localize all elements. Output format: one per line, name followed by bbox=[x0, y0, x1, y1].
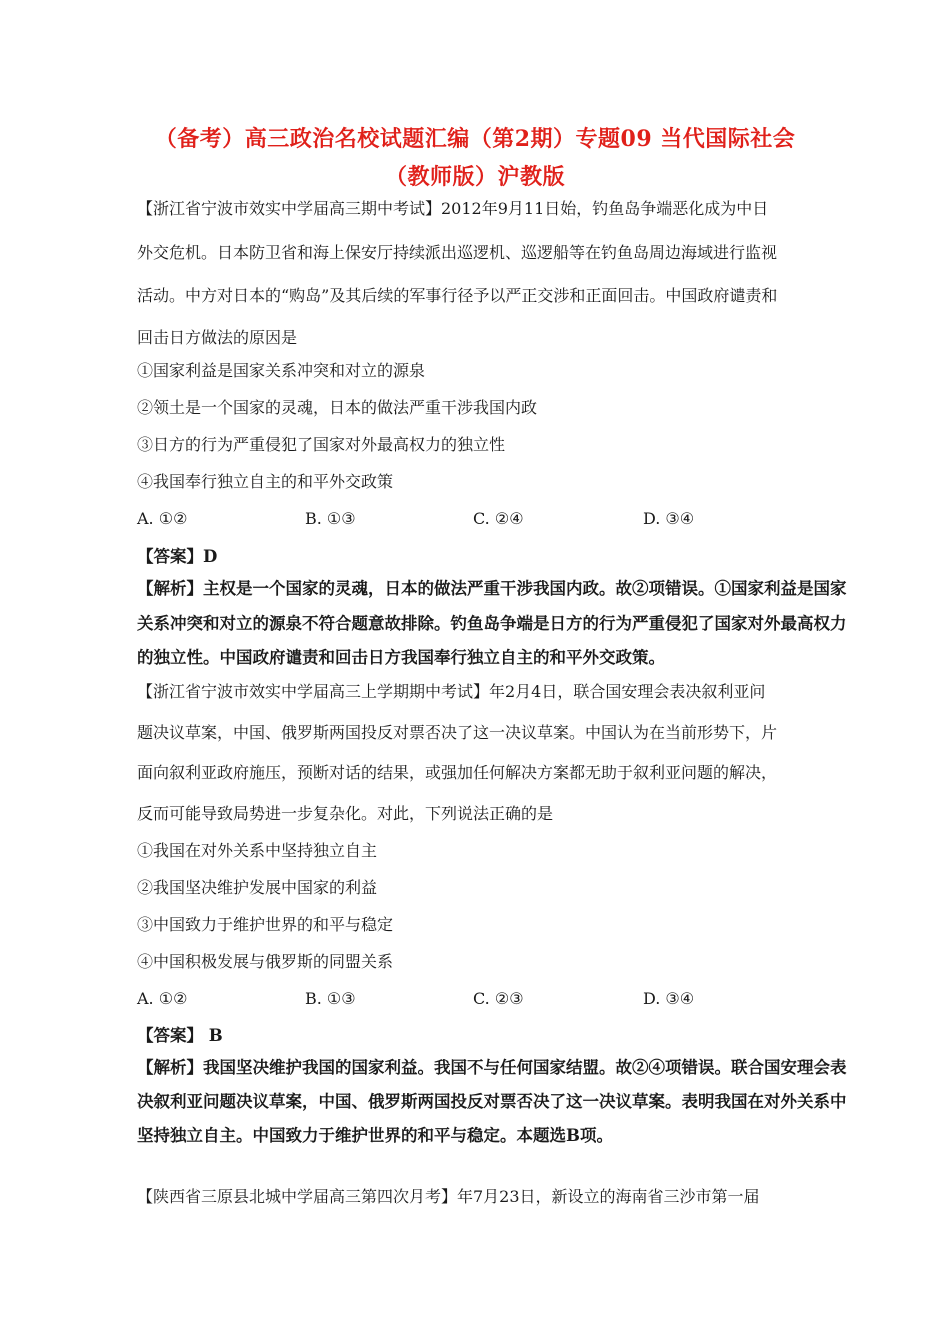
option-d: D. ③④ bbox=[643, 509, 695, 528]
statement-item: ②领土是一个国家的灵魂，日本的做法严重干涉我国内政 bbox=[137, 398, 538, 417]
document-title-line1: （备考）高三政治名校试题汇编（第2期）专题09 当代国际社会 bbox=[154, 126, 796, 152]
question-stem-line: 【浙江省宁波市效实中学届高三上学期期中考试】年2月4日，联合国安理会表决叙利亚问 bbox=[137, 682, 766, 701]
analysis-line: 【解析】我国坚决维护我国的国家利益。我国不与任何国家结盟。故②④项错误。联合国安理会表 bbox=[137, 1058, 847, 1077]
statement-item: ②我国坚决维护发展中国家的利益 bbox=[137, 878, 378, 897]
option-b: B. ①③ bbox=[305, 509, 356, 528]
question-stem-line: 题决议草案，中国、俄罗斯两国投反对票否决了这一决议草案。中国认为在当前形势下，片 bbox=[137, 723, 778, 742]
analysis-line: 的独立性。中国政府谴责和回击日方我国奉行独立自主的和平外交政策。 bbox=[137, 648, 665, 667]
option-b: B. ①③ bbox=[305, 989, 356, 1008]
question-stem-line: 面向叙利亚政府施压，预断对话的结果，或强加任何解决方案都无助于叙利亚问题的解决， bbox=[137, 763, 778, 782]
analysis-line: 关系冲突和对立的源泉不符合题意故排除。钓鱼岛争端是日方的行为严重侵犯了国家对外最高权力 bbox=[137, 614, 847, 633]
statement-item: ④我国奉行独立自主的和平外交政策 bbox=[137, 472, 394, 491]
analysis-line: 决叙利亚问题决议草案，中国、俄罗斯两国投反对票否决了这一决议草案。表明我国在对外关系中 bbox=[137, 1092, 847, 1111]
answer-label: 【答案】D bbox=[137, 547, 218, 566]
answer-label: 【答案】 B bbox=[137, 1026, 223, 1045]
question-stem-line: 活动。中方对日本的“购岛”及其后续的军事行径予以严正交涉和正面回击。中国政府谴责和 bbox=[137, 286, 778, 305]
option-c: C. ②④ bbox=[473, 509, 524, 528]
question-stem-line: 回击日方做法的原因是 bbox=[137, 328, 298, 347]
statement-item: ①国家利益是国家关系冲突和对立的源泉 bbox=[137, 361, 426, 380]
statement-item: ④中国积极发展与俄罗斯的同盟关系 bbox=[137, 952, 394, 971]
option-c: C. ②③ bbox=[473, 989, 524, 1008]
option-a: A. ①② bbox=[137, 509, 188, 528]
question-stem-line: 外交危机。日本防卫省和海上保安厅持续派出巡逻机、巡逻船等在钓鱼岛周边海域进行监视 bbox=[137, 243, 778, 262]
question-stem-line: 【浙江省宁波市效实中学届高三期中考试】2012年9月11日始，钓鱼岛争端恶化成为中日 bbox=[137, 199, 769, 218]
option-d: D. ③④ bbox=[643, 989, 695, 1008]
document-title-line2: （教师版）沪教版 bbox=[384, 164, 565, 190]
statement-item: ③日方的行为严重侵犯了国家对外最高权力的独立性 bbox=[137, 435, 506, 454]
question-stem-line: 反而可能导致局势进一步复杂化。对此，下列说法正确的是 bbox=[137, 804, 554, 823]
analysis-line: 坚持独立自主。中国致力于维护世界的和平与稳定。本题选B项。 bbox=[137, 1126, 613, 1145]
analysis-line: 【解析】主权是一个国家的灵魂，日本的做法严重干涉我国内政。故②项错误。①国家利益是国家 bbox=[137, 579, 847, 598]
statement-item: ①我国在对外关系中坚持独立自主 bbox=[137, 841, 378, 860]
question-stem-line: 【陕西省三原县北城中学届高三第四次月考】年7月23日，新设立的海南省三沙市第一届 bbox=[137, 1187, 760, 1206]
option-a: A. ①② bbox=[137, 989, 188, 1008]
statement-item: ③中国致力于维护世界的和平与稳定 bbox=[137, 915, 394, 934]
